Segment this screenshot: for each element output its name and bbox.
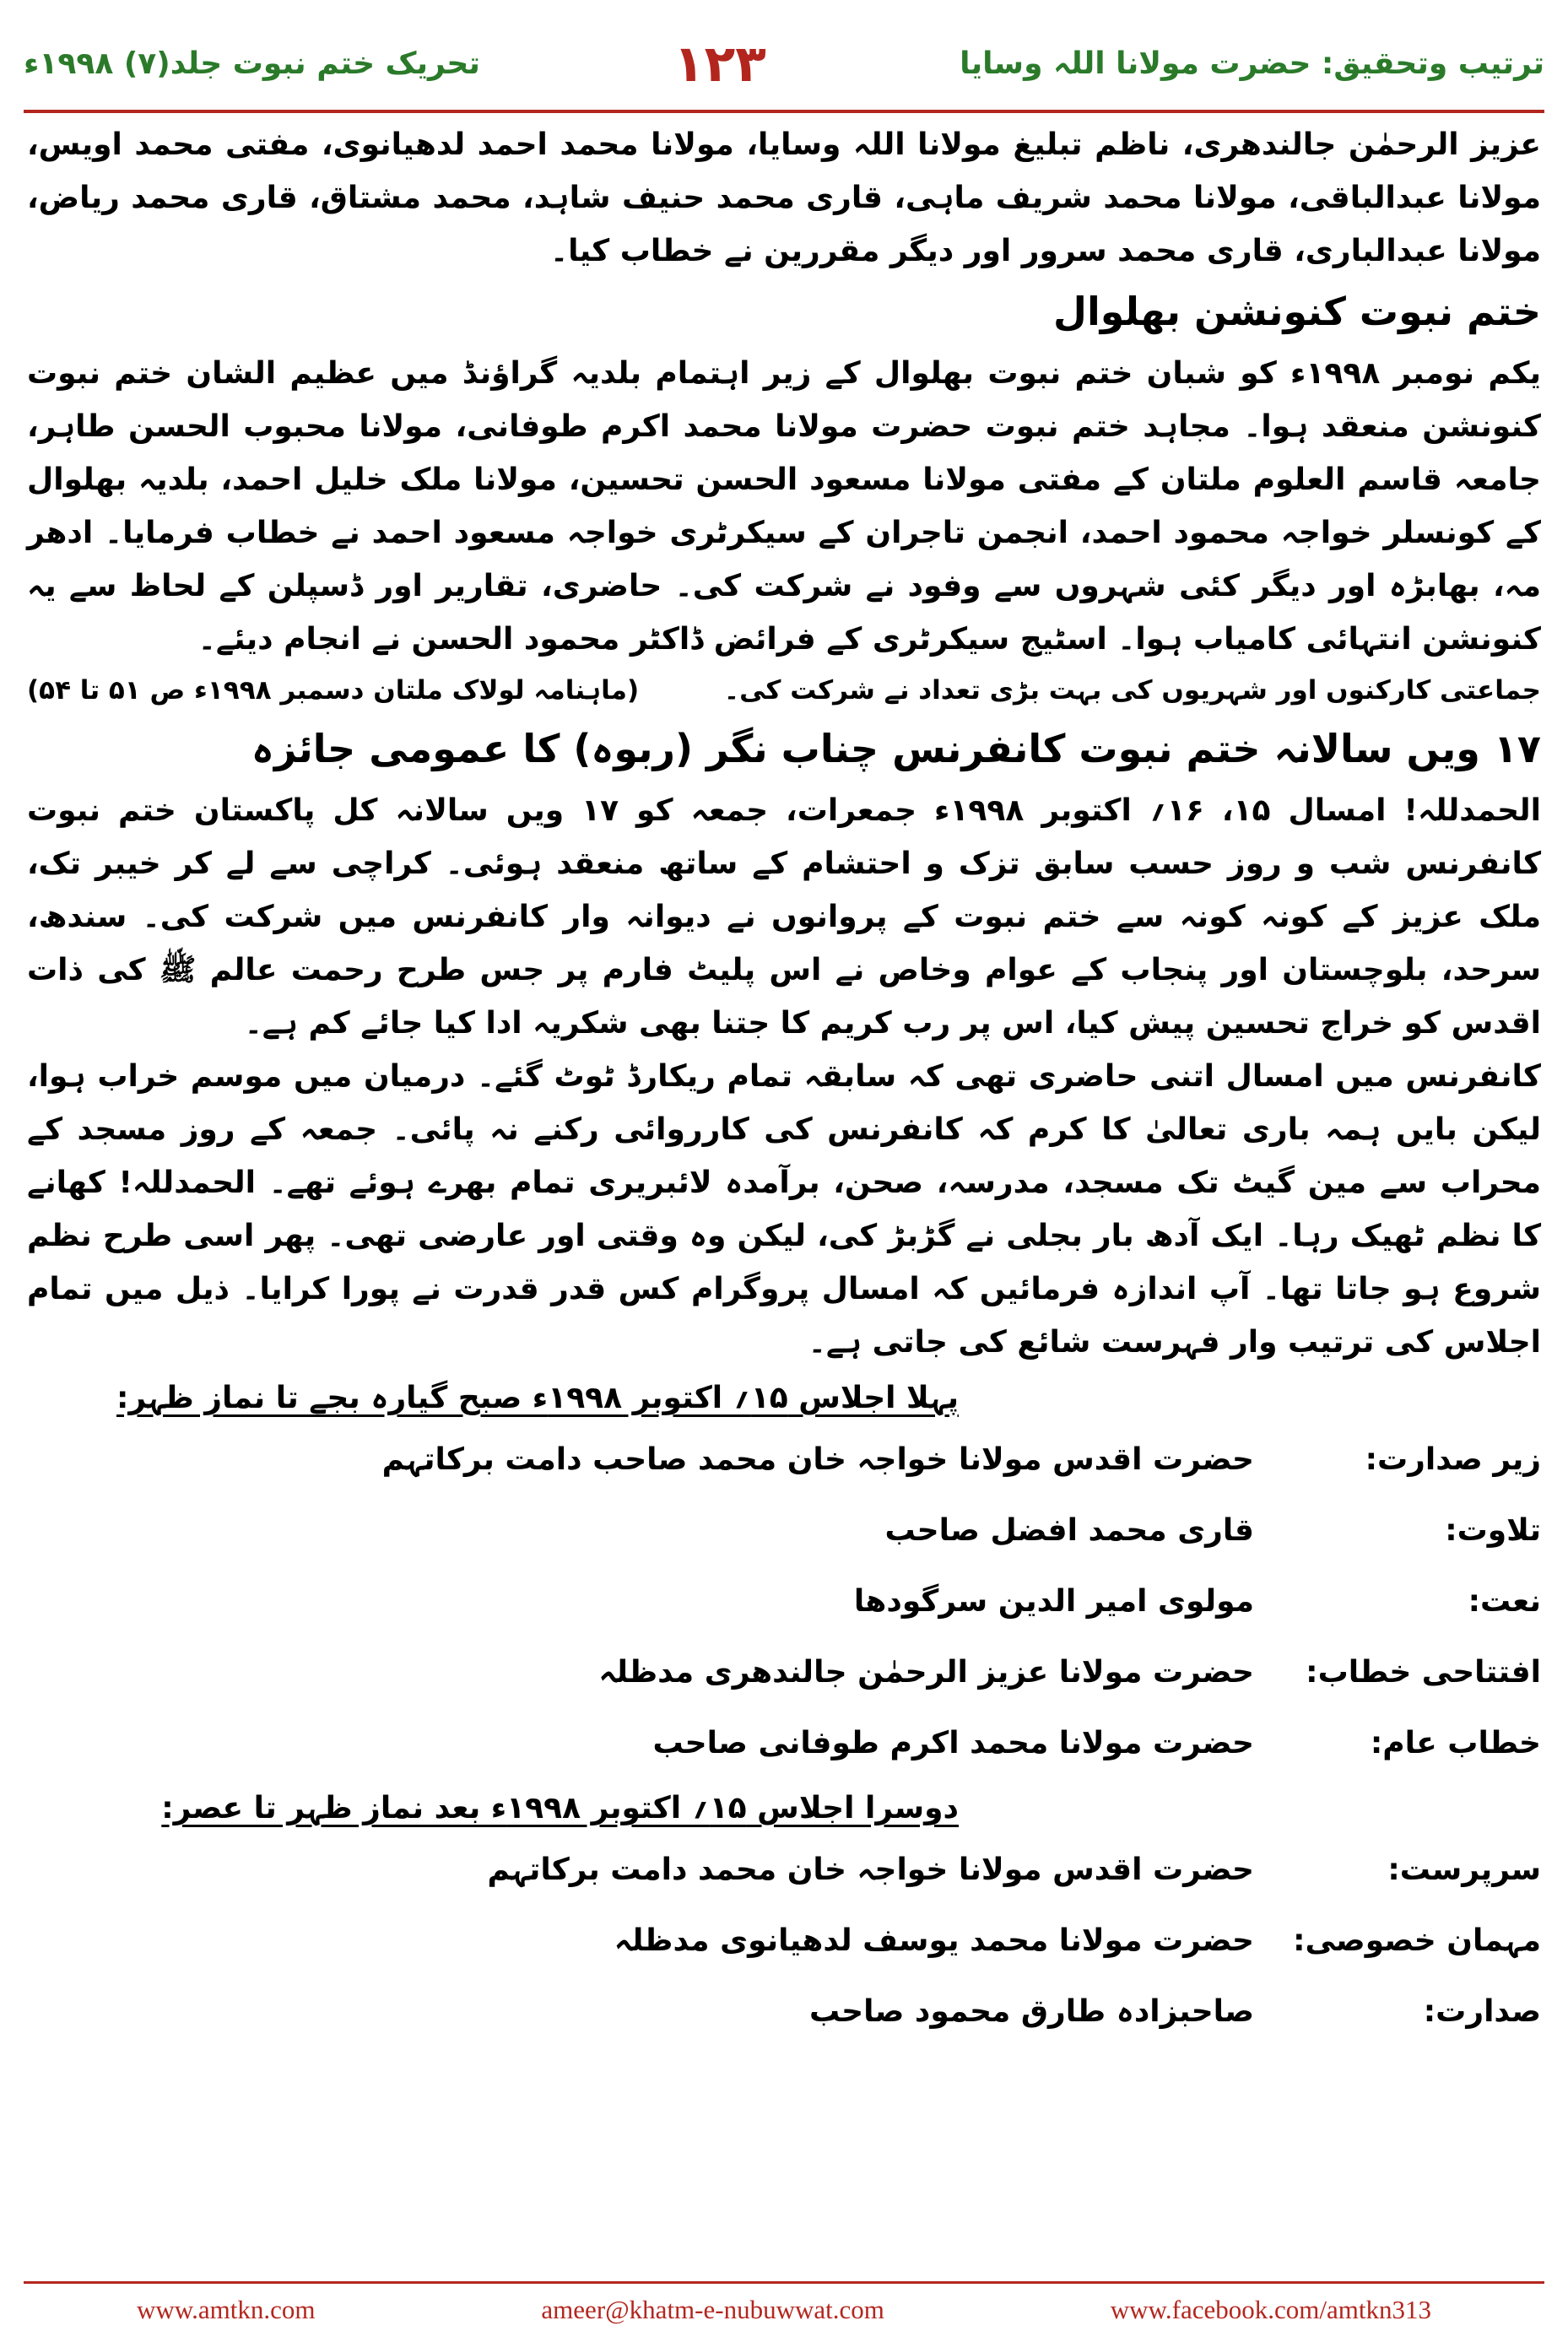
paragraph-bhalwal-closing: جماعتی کارکنوں اور شہریوں کی بہت بڑی تعداد نے شرکت کی۔ [723, 675, 1541, 706]
session-second [27, 1782, 1541, 2047]
session-row [27, 1708, 1541, 1779]
header-book-title: تحریک ختم نبوت جلد(۷) ۱۹۹۸ء [24, 46, 480, 81]
row-value: حضرت اقدس مولانا خواجہ خان محمد دامت برکاتہم [487, 1853, 1254, 1887]
website-link[interactable]: www.amtkn.com [136, 2295, 316, 2324]
row-value: صاحبزادہ طارق محمود صاحب [809, 1994, 1254, 2029]
session-row [27, 1637, 1541, 1708]
page-body [27, 118, 1541, 2047]
row-label: خطاب عام: [1370, 1726, 1541, 1761]
row-label: مہمان خصوصی: [1293, 1923, 1541, 1958]
session-title: دوسرا اجلاس ۱۵؍ اکتوبر ۱۹۹۸ء بعد نماز ظہر تا عصر: [161, 1791, 959, 1825]
row-label: زیر صدارت: [1365, 1442, 1541, 1477]
session-row [27, 1496, 1541, 1566]
session-row [27, 1425, 1541, 1496]
row-label: نعت: [1468, 1584, 1541, 1619]
facebook-link[interactable]: www.facebook.com/amtkn313 [1110, 2295, 1432, 2324]
footer-divider [24, 2281, 1544, 2284]
header-divider [24, 110, 1544, 113]
source-reference: (ماہنامہ لولاک ملتان دسمبر ۱۹۹۸ء ص ۵۱ تا ۵۴) [27, 675, 640, 706]
page-footer [24, 2289, 1544, 2331]
row-label: افتتاحی خطاب: [1306, 1655, 1541, 1690]
paragraph-speakers: عزیز الرحمٰن جالندھری، ناظم تبلیغ مولانا اللہ وسایا، مولانا محمد احمد لدھیانوی، مفتی محمد اویس، مولانا عبدالباقی، مولانا محمد شریف ماہی، قاری محمد حنیف شاہد، محمد مشتاق، قاری محمد ریاض، مولانا عبدالباری، قاری محمد سرور اور دیگر مقررین نے خطاب کیا۔ [27, 127, 1541, 268]
row-label: صدارت: [1423, 1994, 1541, 2029]
session-row [27, 1566, 1541, 1637]
email-link[interactable]: ameer@khatm-e-nubuwwat.com [541, 2295, 884, 2324]
paragraph-bhalwal: یکم نومبر ۱۹۹۸ء کو شبان ختم نبوت بھلوال کے زیر اہتمام بلدیہ گراؤنڈ میں عظیم الشان ختم نبوت کنونشن منعقد ہوا۔ مجاہد ختم نبوت حضرت مولانا محمد اکرم طوفانی، مولانا محبوب الحسن طاہر، جامعہ قاسم العلوم ملتان کے مفتی مولانا مسعود الحسن تحسین، مولانا ملک خلیل احمد، بلدیہ بھلوال کے کونسلر خواجہ محمود احمد، انجمن تاجران کے سیکرٹری خواجہ مسعود احمد نے خطاب فرمایا۔ ادھر مہ، بھابڑہ اور دیگر کئی شہروں سے وفود نے شرکت کی۔ حاضری، تقاریر اور ڈسپلن کے لحاظ سے یہ کنونشن انتہائی کامیاب ہوا۔ اسٹیج سیکرٹری کے فرائض ڈاکٹر محمود الحسن نے انجام دیئے۔ [27, 356, 1542, 657]
paragraph-conference-attendance: کانفرنس میں امسال اتنی حاضری تھی کہ سابقہ تمام ریکارڈ ٹوٹ گئے۔ درمیان میں موسم خراب ہوا، لیکن بایں ہمہ باری تعالیٰ کا کرم کہ کانفرنس کی کارروائی رکنے نہ پائی۔ جمعہ کے روز مسجد کے محراب سے مین گیٹ تک مسجد، مدرسہ، صحن، برآمدہ لائبریری تمام بھرے ہوئے تھے۔ الحمدللہ! کھانے کا نظم ٹھیک رہا۔ ایک آدھ بار بجلی نے گڑبڑ کی، لیکن وہ وقتی اور عارضی تھی۔ پھر اسی طرح نظم شروع ہو جاتا تھا۔ آپ اندازہ فرمائیں کہ امسال پروگرام کس قدر قدرت نے پورا کرایا۔ ذیل میں تمام اجلاس کی ترتیب وار فہرست شائع کی جاتی ہے۔ [27, 1059, 1541, 1360]
session-first [27, 1372, 1541, 1779]
session-row [27, 1906, 1541, 1977]
page-header [24, 24, 1544, 104]
source-line [27, 666, 1541, 715]
session-row [27, 1977, 1541, 2047]
row-value: قاری محمد افضل صاحب [884, 1513, 1254, 1548]
row-value: حضرت مولانا محمد اکرم طوفانی صاحب [652, 1726, 1254, 1761]
heading-annual-conference: ۱۷ ویں سالانہ ختم نبوت کانفرنس چناب نگر (ربوہ) کا عمومی جائزہ [251, 726, 1541, 771]
paragraph-conference-intro: الحمدللہ! امسال ۱۵، ۱۶؍ اکتوبر ۱۹۹۸ء جمعرات، جمعہ کو ۱۷ ویں سالانہ کل پاکستان ختم نبوت کانفرنس شب و روز حسب سابق تزک و احتشام کے ساتھ منعقد ہوئی۔ کراچی سے لے کر خیبر تک، ملک عزیز کے کونہ کونہ سے ختم نبوت کے پروانوں نے دیوانہ وار کانفرنس میں شرکت کی۔ سندھ، سرحد، بلوچستان اور پنجاب کے عوام وخاص نے اس پلیٹ فارم پر جس طرح رحمت عالم ﷺ کی ذات اقدس کو خراج تحسین پیش کیا، اس پر رب کریم کا جتنا بھی شکریہ ادا کیا جائے کم ہے۔ [27, 793, 1541, 1041]
row-label: سرپرست: [1387, 1853, 1541, 1887]
row-label: تلاوت: [1445, 1513, 1541, 1548]
row-value: حضرت اقدس مولانا خواجہ خان محمد صاحب دامت برکاتہم [381, 1442, 1254, 1477]
row-value: حضرت مولانا عزیز الرحمٰن جالندھری مدظلہ [598, 1655, 1254, 1690]
row-value: مولوی امیر الدین سرگودھا [853, 1584, 1254, 1619]
session-row [27, 1835, 1541, 1906]
heading-bhalwal-convention: ختم نبوت کنونشن بھلوال [1053, 289, 1541, 334]
row-value: حضرت مولانا محمد یوسف لدھیانوی مدظلہ [614, 1923, 1254, 1958]
header-compiler: ترتیب وتحقیق: حضرت مولانا اللہ وسایا [960, 46, 1544, 81]
session-title: پہلا اجلاس ۱۵؍ اکتوبر ۱۹۹۸ء صبح گیارہ بجے تا نماز ظہر: [116, 1381, 959, 1415]
page-number: ۱۲۳ [673, 34, 766, 94]
